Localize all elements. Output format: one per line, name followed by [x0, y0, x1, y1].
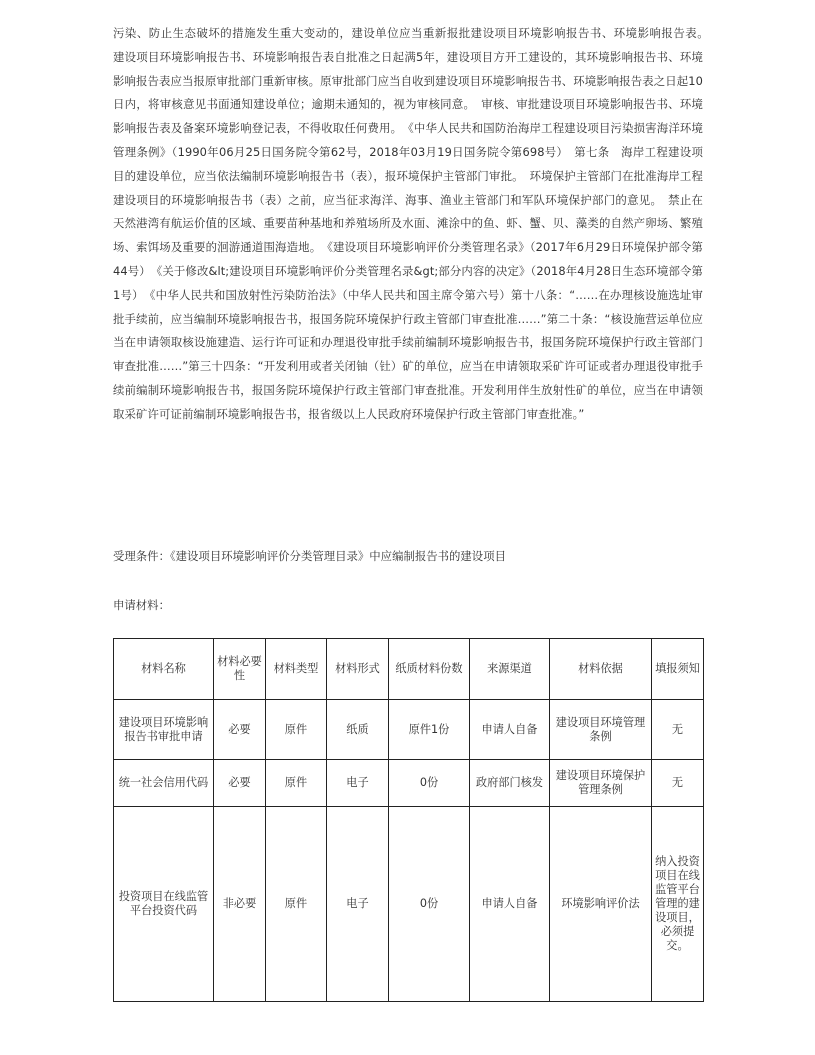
- cell-material-form: 电子: [327, 807, 389, 1002]
- materials-table: [113, 638, 704, 1002]
- cell-material-type: 原件: [266, 807, 327, 1002]
- document-body: [113, 22, 715, 427]
- cell-filing-notes: 无: [652, 760, 704, 807]
- cell-paper-copies: 0份: [389, 760, 470, 807]
- header-filing-notes: 填报须知: [652, 639, 704, 700]
- cell-material-name: 统一社会信用代码: [114, 760, 214, 807]
- cell-filing-notes: 无: [652, 700, 704, 760]
- cell-source-channel: 申请人自备: [470, 807, 550, 1002]
- table-row: [114, 807, 704, 1002]
- header-source-channel: 来源渠道: [470, 639, 550, 700]
- application-materials-label: 申请材料：: [113, 598, 170, 612]
- cell-material-name: 投资项目在线监管平台投资代码: [114, 807, 214, 1002]
- cell-material-name: 建设项目环境影响报告书审批申请: [114, 700, 214, 760]
- cell-paper-copies: 原件1份: [389, 700, 470, 760]
- cell-material-form: 纸质: [327, 700, 389, 760]
- cell-necessity: 必要: [214, 760, 266, 807]
- cell-material-basis: 环境影响评价法: [550, 807, 652, 1002]
- cell-paper-copies: 0份: [389, 807, 470, 1002]
- cell-filing-notes: 纳入投资项目在线监管平台管理的建设项目，必须提交。: [652, 807, 704, 1002]
- header-material-type: 材料类型: [266, 639, 327, 700]
- acceptance-conditions: 受理条件：《建设项目环境影响评价分类管理目录》中应编制报告书的建设项目: [113, 549, 506, 563]
- cell-material-basis: 建设项目环境保护管理条例: [550, 760, 652, 807]
- cell-material-type: 原件: [266, 700, 327, 760]
- header-necessity: 材料必要性: [214, 639, 266, 700]
- cell-source-channel: 申请人自备: [470, 700, 550, 760]
- cell-necessity: 必要: [214, 700, 266, 760]
- header-paper-copies: 纸质材料份数: [389, 639, 470, 700]
- cell-source-channel: 政府部门核发: [470, 760, 550, 807]
- table-row: [114, 700, 704, 760]
- cell-material-type: 原件: [266, 760, 327, 807]
- cell-material-form: 电子: [327, 760, 389, 807]
- cell-material-basis: 建设项目环境管理条例: [550, 700, 652, 760]
- legal-basis-text: 污染、防止生态破坏的措施发生重大变动的，建设单位应当重新报批建设项目环境影响报告书、环境影响报告表。 建设项目环境影响报告书、环境影响报告表自批准之日起满5年，建设项目方开工建设的，其环境影响报告书、环境影响报告表应当报原审批部门重新审核。原审批部门应当自收到建设项目环境影响报告书、环境影响报告表之日起10日内，将审核意见书面通知建设单位；逾期未通知的，视为审核同意。 审核、审批建设项目环境影响报告书、环境影响报告表及备案环境影响登记表，不得收取任何费用。 《中华人民共和国防治海岸工程建设项目污染损害海洋环境管理条例》（1990年06月25日国务院令第62号，2018年03月19日国务院令第698号） 第七条 海岸工程建设项目的建设单位，应当依法编制环境影响报告书（表），报环境保护主管部门审批。 环境保护主管部门在批准海岸工程建设项目的环境影响报告书（表）之前，应当征求海洋、海事、渔业主管部门和军队环境保护部门的意见。 禁止在天然港湾有航运价值的区域、重要苗种基地和养殖场所及水面、滩涂中的鱼、虾、蟹、贝、藻类的自然产卵场、繁殖场、索饵场及重要的洄游通道围海造地。 《建设项目环境影响评价分类管理名录》（2017年6月29日环境保护部令第44号） 《关于修改&lt;建设项目环境影响评价分类管理名录&gt;部分内容的决定》（2018年4月28日生态环境部令第1号） 《中华人民共和国放射性污染防治法》（中华人民共和国主席令第六号）第十八条：“……在办理核设施选址审批手续前，应当编制环境影响报告书，报国务院环境保护行政主管部门审查批准……”第二十条：“核设施营运单位应当在申请领取核设施建造、运行许可证和办理退役审批手续前编制环境影响报告书，报国务院环境保护行政主管部门审查批准……”第三十四条：“开发利用或者关闭铀（钍）矿的单位，应当在申请领取采矿许可证或者办理退役审批手续前编制环境影响报告书，报国务院环境保护行政主管部门审查批准。开发利用伴生放射性矿的单位，应当在申请领取采矿许可证前编制环境影响报告书，报省级以上人民政府环境保护行政主管部门审查批准。”: [113, 26, 715, 421]
- cell-necessity: 非必要: [214, 807, 266, 1002]
- table-header-row: [114, 639, 704, 700]
- table-row: [114, 760, 704, 807]
- header-material-basis: 材料依据: [550, 639, 652, 700]
- header-material-name: 材料名称: [114, 639, 214, 700]
- header-material-form: 材料形式: [327, 639, 389, 700]
